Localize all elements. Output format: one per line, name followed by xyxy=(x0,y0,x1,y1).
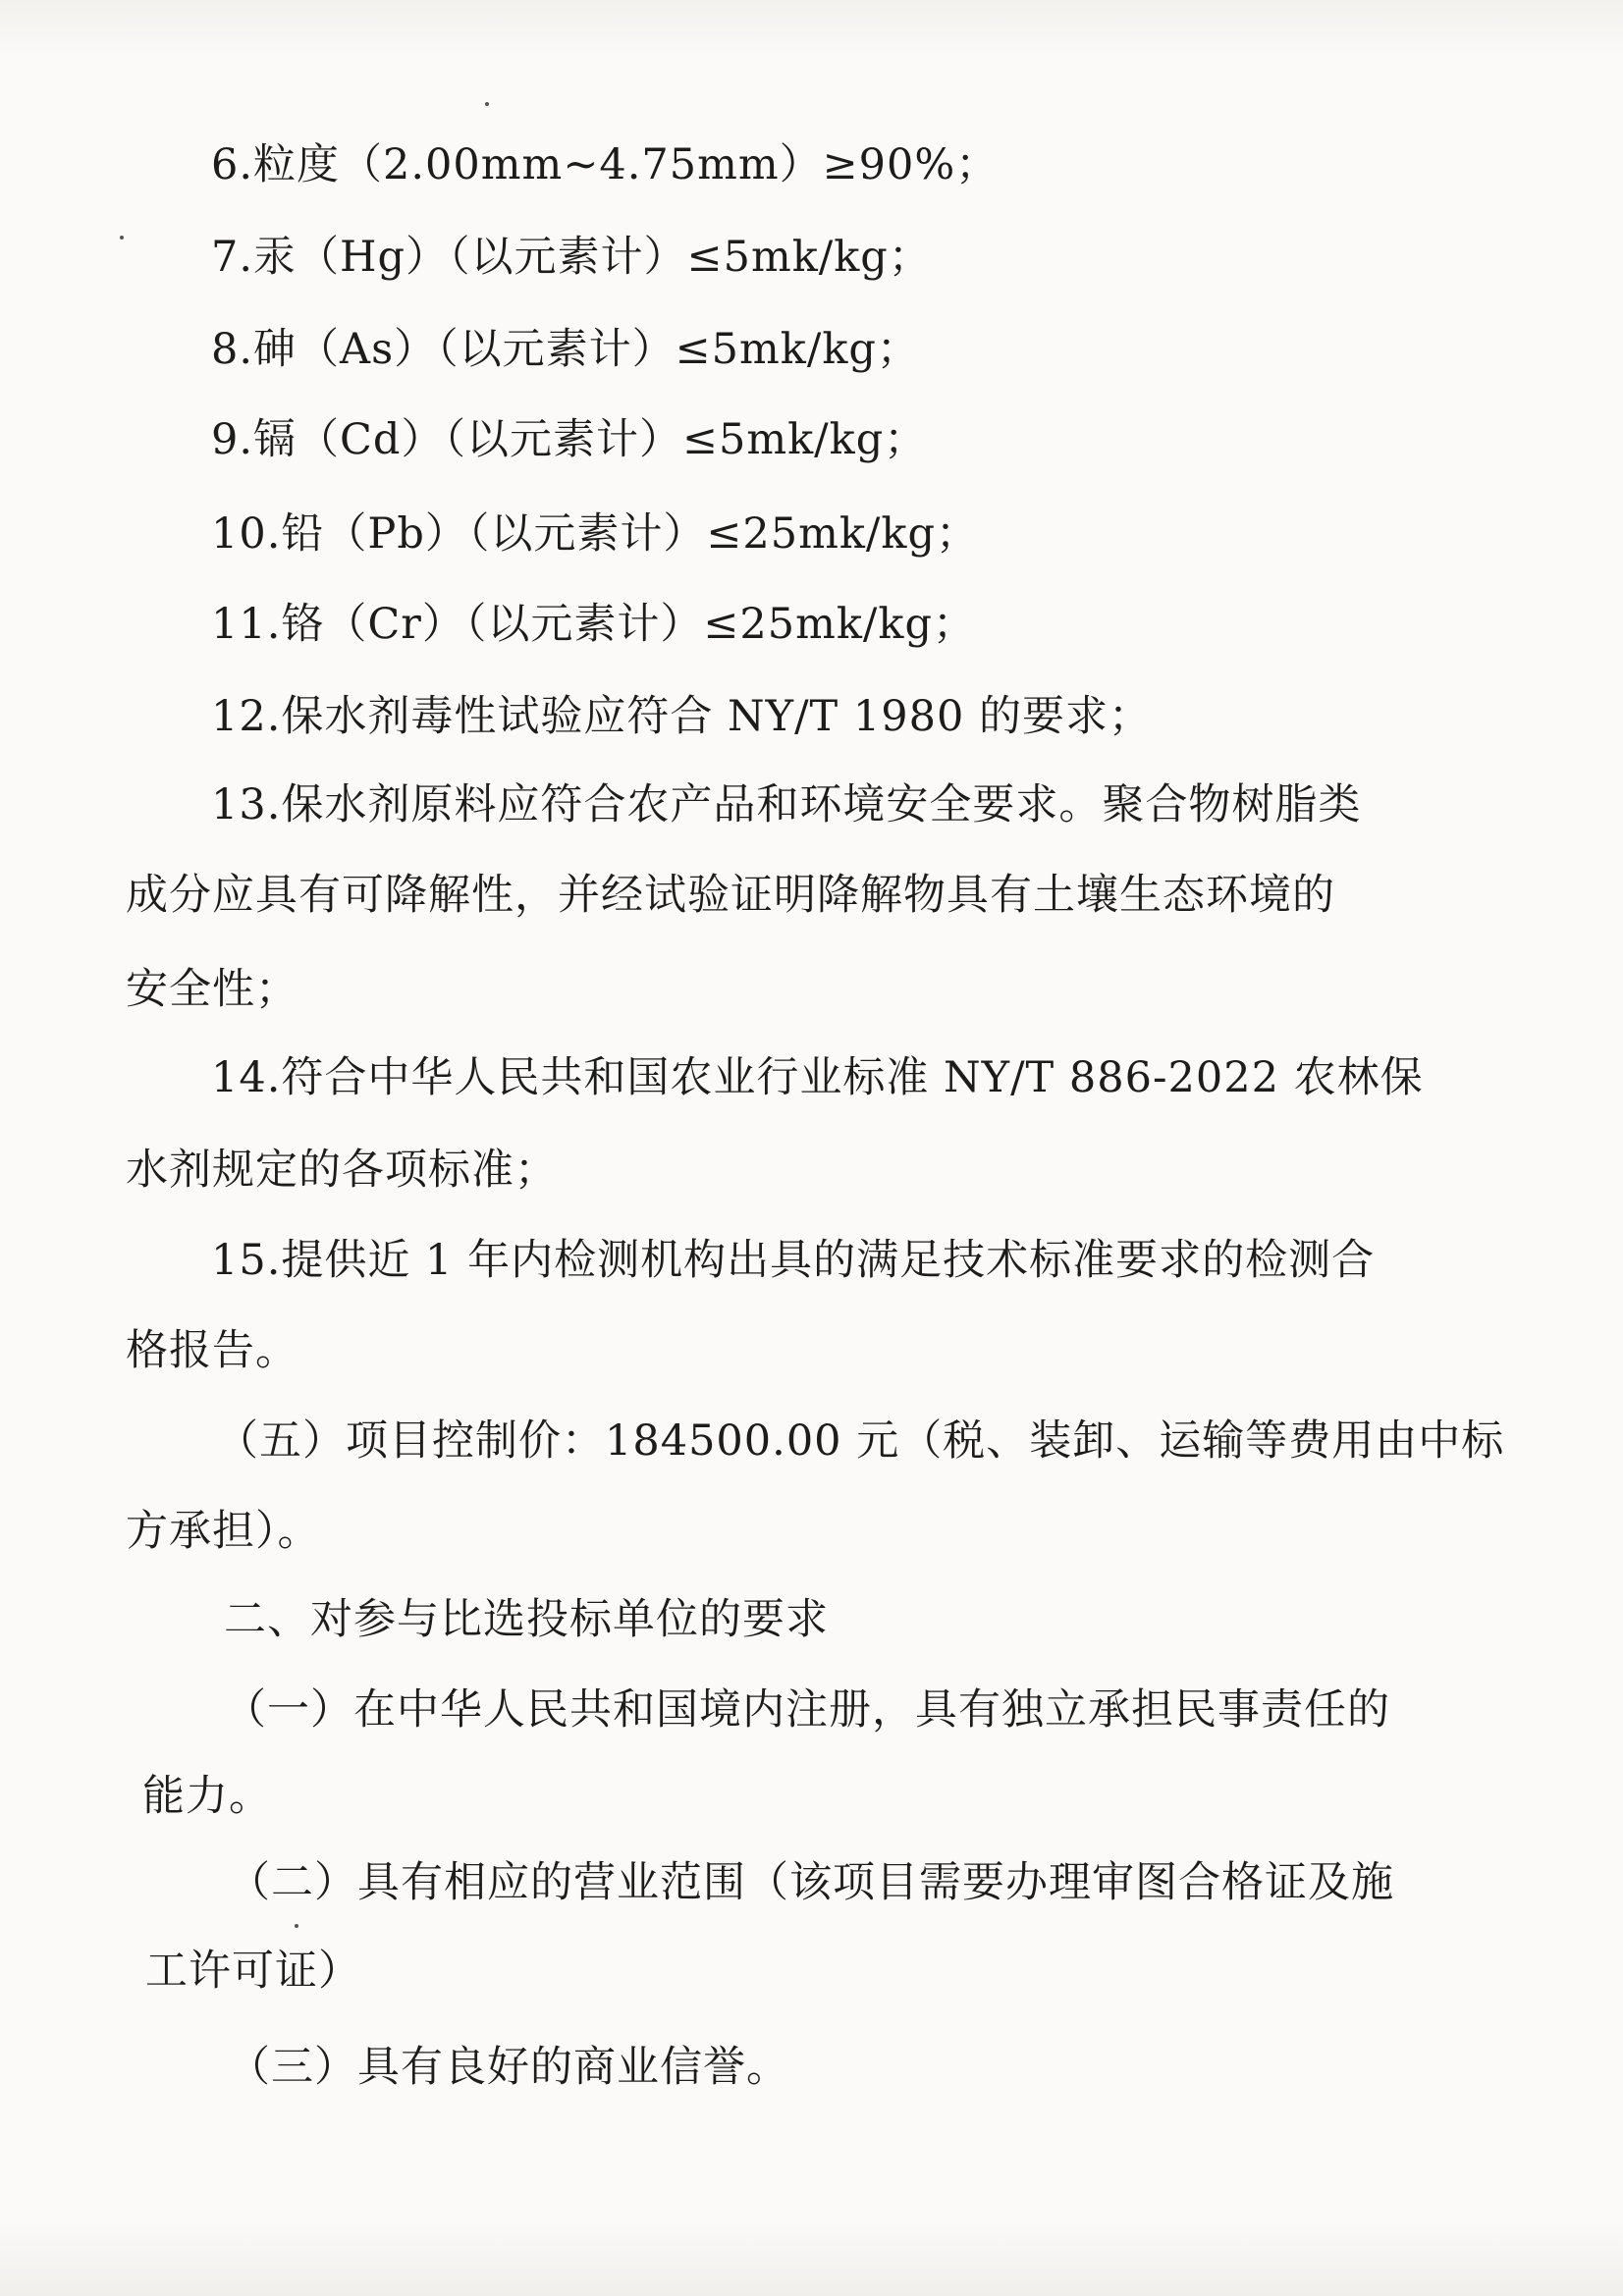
scan-speck xyxy=(485,102,489,106)
requirement-1-line-1: （一）在中华人民共和国境内注册，具有独立承担民事责任的 xyxy=(224,1685,1390,1735)
requirement-3: （三）具有良好的商业信誉。 xyxy=(228,2043,789,2092)
item-13-line-3: 安全性； xyxy=(126,965,298,1014)
control-price-line-1: （五）项目控制价：184500.00 元（税、装卸、运输等费用由中标 xyxy=(216,1416,1505,1466)
item-6-granularity: 6.粒度（2.00mm~4.75mm）≥90%； xyxy=(211,140,1000,189)
requirement-2-line-1: （二）具有相应的营业范围（该项目需要办理审图合格证及施 xyxy=(228,1858,1394,1907)
item-14-line-1: 14.符合中华人民共和国农业行业标准 NY/T 886-2022 农林保 xyxy=(211,1053,1424,1102)
scan-speck xyxy=(295,1924,298,1928)
section-2-heading: 二、对参与比选投标单位的要求 xyxy=(224,1595,829,1644)
item-13-line-1: 13.保水剂原料应符合农产品和环境安全要求。聚合物树脂类 xyxy=(211,780,1362,829)
item-11-chromium: 11.铬（Cr）（以元素计）≤25mk/kg； xyxy=(211,600,976,649)
requirement-2-line-2: 工许可证） xyxy=(145,1947,361,1996)
item-14-line-2: 水剂规定的各项标准； xyxy=(126,1146,558,1195)
scan-speck xyxy=(120,236,124,240)
item-15-line-1: 15.提供近 1 年内检测机构出具的满足技术标准要求的检测合 xyxy=(211,1236,1376,1285)
item-9-cadmium: 9.镉（Cd）（以元素计）≤5mk/kg； xyxy=(211,415,928,464)
item-13-line-2: 成分应具有可降解性，并经试验证明降解物具有土壤生态环境的 xyxy=(126,871,1335,920)
requirement-1-line-2: 能力。 xyxy=(142,1772,272,1821)
item-7-mercury: 7.汞（Hg）（以元素计）≤5mk/kg； xyxy=(211,233,932,282)
item-15-line-2: 格报告。 xyxy=(126,1326,298,1375)
item-12-toxicity: 12.保水剂毒性试验应符合 NY/T 1980 的要求； xyxy=(211,692,1153,741)
control-price-line-2: 方承担）。 xyxy=(126,1507,321,1556)
item-10-lead: 10.铅（Pb）（以元素计）≤25mk/kg； xyxy=(211,509,979,559)
item-8-arsenic: 8.砷（As）（以元素计）≤5mk/kg； xyxy=(211,325,920,374)
